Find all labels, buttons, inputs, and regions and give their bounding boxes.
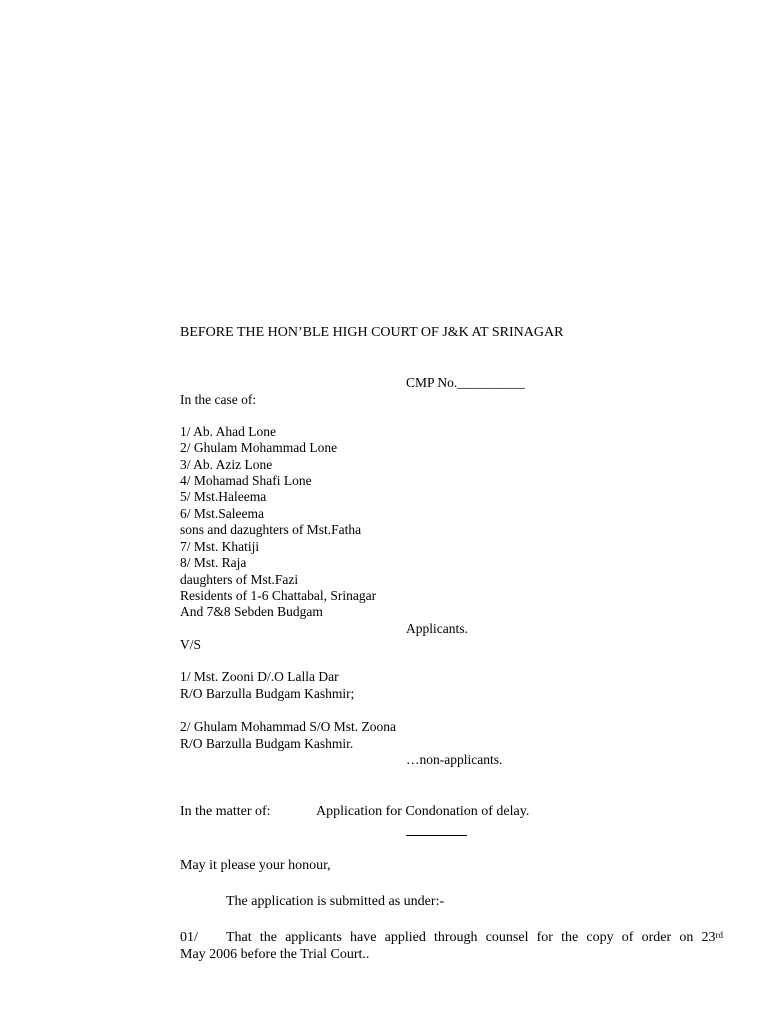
respondent-name: 2/ Ghulam Mohammad S/O Mst. Zoona [180,719,396,734]
applicant-line: 5/ Mst.Haleema [180,489,267,504]
applicant-line: sons and dazughters of Mst.Fatha [180,522,362,537]
paragraph-text [226,930,723,946]
applicant-line: 2/ Ghulam Mohammad Lone [180,440,338,455]
cmp-number: CMP No.__________ [406,375,525,390]
non-applicants-label: …non-applicants. [406,752,503,767]
applicant-line: 7/ Mst. Khatiji [180,539,260,554]
applicant-line: 1/ Ab. Ahad Lone [180,424,276,439]
applicant-line: daughters of Mst.Fazi [180,572,299,587]
respondent-name: 1/ Mst. Zooni D/.O Lalla Dar [180,669,339,684]
matter-text: Application for Condonation of delay. [316,804,530,819]
intro-line: The application is submitted as under:- [226,894,445,909]
matter-underline [406,835,467,836]
court-heading: BEFORE THE HON’BLE HIGH COURT OF J&K AT SRINAGAR [180,325,564,340]
respondent-address: R/O Barzulla Budgam Kashmir; [180,686,355,701]
matter-label: In the matter of: [180,804,271,819]
paragraph-continuation: May 2006 before the Trial Court.. [180,947,370,962]
applicant-line: 6/ Mst.Saleema [180,506,264,521]
ordinal-suffix: rd [715,930,723,940]
versus-label: V/S [180,637,202,652]
applicant-line: Residents of 1-6 Chattabal, Srinagar [180,588,377,603]
applicant-line: 4/ Mohamad Shafi Lone [180,473,312,488]
applicant-line: 8/ Mst. Raja [180,555,247,570]
case-intro: In the case of: [180,392,257,407]
applicant-line: 3/ Ab. Aziz Lone [180,457,273,472]
salutation: May it please your honour, [180,858,331,873]
applicant-line: And 7&8 Sebden Budgam [180,604,323,619]
applicants-label: Applicants. [406,621,468,636]
paragraph-text-body: That the applicants have applied through counsel for the copy of order on 23 [226,930,716,945]
respondent-address: R/O Barzulla Budgam Kashmir. [180,736,354,751]
paragraph-number: 01/ [180,930,198,945]
